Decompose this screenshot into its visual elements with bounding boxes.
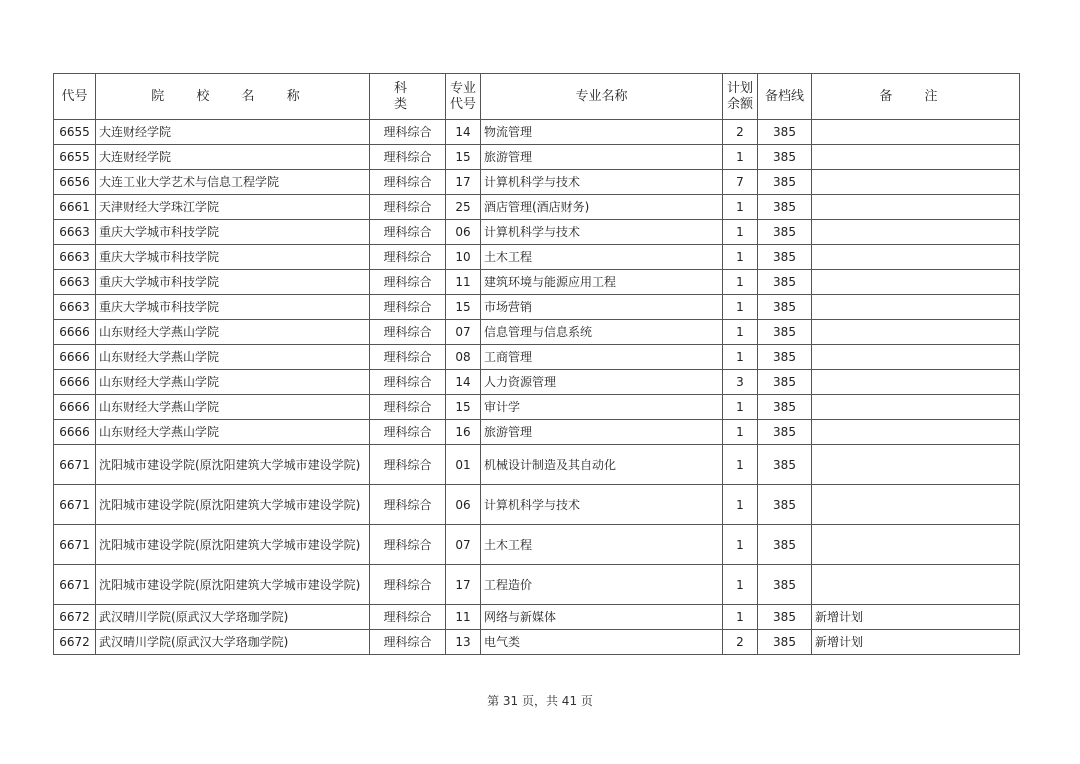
cell-major-code: 16 bbox=[446, 420, 481, 445]
cell-subject: 理科综合 bbox=[370, 395, 446, 420]
cell-major-code: 01 bbox=[446, 445, 481, 485]
cell-line: 385 bbox=[758, 120, 812, 145]
cell-quota: 1 bbox=[723, 420, 758, 445]
table-row bbox=[54, 120, 1020, 145]
cell-code: 6671 bbox=[54, 565, 96, 605]
table-row bbox=[54, 485, 1020, 525]
cell-major: 计算机科学与技术 bbox=[481, 170, 723, 195]
table-row bbox=[54, 605, 1020, 630]
cell-school: 重庆大学城市科技学院 bbox=[96, 295, 370, 320]
cell-note bbox=[812, 370, 1020, 395]
table-row bbox=[54, 395, 1020, 420]
cell-note bbox=[812, 120, 1020, 145]
cell-school: 重庆大学城市科技学院 bbox=[96, 220, 370, 245]
cell-major: 旅游管理 bbox=[481, 420, 723, 445]
cell-code: 6672 bbox=[54, 630, 96, 655]
cell-note bbox=[812, 320, 1020, 345]
cell-quota: 1 bbox=[723, 565, 758, 605]
header-quota bbox=[723, 74, 758, 120]
cell-major-code: 10 bbox=[446, 245, 481, 270]
table-row bbox=[54, 420, 1020, 445]
cell-major: 电气类 bbox=[481, 630, 723, 655]
cell-code: 6666 bbox=[54, 345, 96, 370]
cell-code: 6663 bbox=[54, 220, 96, 245]
cell-line: 385 bbox=[758, 445, 812, 485]
cell-subject: 理科综合 bbox=[370, 525, 446, 565]
cell-note bbox=[812, 195, 1020, 220]
cell-quota: 2 bbox=[723, 120, 758, 145]
cell-code: 6672 bbox=[54, 605, 96, 630]
cell-school: 天津财经大学珠江学院 bbox=[96, 195, 370, 220]
cell-quota: 7 bbox=[723, 170, 758, 195]
table-row bbox=[54, 195, 1020, 220]
cell-line: 385 bbox=[758, 630, 812, 655]
header-quota-l1: 计划 bbox=[726, 80, 753, 96]
cell-code: 6663 bbox=[54, 245, 96, 270]
cell-school: 重庆大学城市科技学院 bbox=[96, 245, 370, 270]
cell-subject: 理科综合 bbox=[370, 220, 446, 245]
cell-subject: 理科综合 bbox=[370, 420, 446, 445]
cell-quota: 1 bbox=[723, 245, 758, 270]
cell-note bbox=[812, 145, 1020, 170]
cell-school: 山东财经大学燕山学院 bbox=[96, 370, 370, 395]
cell-quota: 1 bbox=[723, 345, 758, 370]
cell-note bbox=[812, 395, 1020, 420]
cell-line: 385 bbox=[758, 605, 812, 630]
cell-school: 山东财经大学燕山学院 bbox=[96, 420, 370, 445]
cell-school: 大连工业大学艺术与信息工程学院 bbox=[96, 170, 370, 195]
table-row bbox=[54, 220, 1020, 245]
cell-subject: 理科综合 bbox=[370, 565, 446, 605]
cell-major-code: 15 bbox=[446, 145, 481, 170]
page-footer: 第 31 页，共 41 页 bbox=[487, 694, 593, 708]
cell-major-code: 11 bbox=[446, 605, 481, 630]
cell-subject: 理科综合 bbox=[370, 145, 446, 170]
cell-major-code: 17 bbox=[446, 565, 481, 605]
cell-subject: 理科综合 bbox=[370, 485, 446, 525]
cell-major-code: 15 bbox=[446, 295, 481, 320]
cell-major: 计算机科学与技术 bbox=[481, 485, 723, 525]
cell-subject: 理科综合 bbox=[370, 245, 446, 270]
cell-note bbox=[812, 170, 1020, 195]
table-row bbox=[54, 565, 1020, 605]
cell-major: 审计学 bbox=[481, 395, 723, 420]
cell-major: 物流管理 bbox=[481, 120, 723, 145]
cell-quota: 1 bbox=[723, 145, 758, 170]
cell-subject: 理科综合 bbox=[370, 370, 446, 395]
cell-school: 沈阳城市建设学院(原沈阳建筑大学城市建设学院) bbox=[96, 525, 370, 565]
cell-major: 酒店管理(酒店财务) bbox=[481, 195, 723, 220]
cell-note bbox=[812, 345, 1020, 370]
table-row bbox=[54, 630, 1020, 655]
cell-note: 新增计划 bbox=[812, 605, 1020, 630]
cell-major-code: 08 bbox=[446, 345, 481, 370]
cell-major-code: 06 bbox=[446, 485, 481, 525]
cell-subject: 理科综合 bbox=[370, 195, 446, 220]
cell-line: 385 bbox=[758, 565, 812, 605]
cell-quota: 1 bbox=[723, 445, 758, 485]
cell-note bbox=[812, 445, 1020, 485]
cell-line: 385 bbox=[758, 345, 812, 370]
table-row bbox=[54, 145, 1020, 170]
cell-line: 385 bbox=[758, 525, 812, 565]
cell-line: 385 bbox=[758, 145, 812, 170]
cell-major-code: 14 bbox=[446, 370, 481, 395]
cell-school: 山东财经大学燕山学院 bbox=[96, 320, 370, 345]
cell-note bbox=[812, 565, 1020, 605]
cell-note bbox=[812, 485, 1020, 525]
header-quota-l2: 余额 bbox=[726, 96, 753, 112]
cell-school: 山东财经大学燕山学院 bbox=[96, 345, 370, 370]
cell-school: 沈阳城市建设学院(原沈阳建筑大学城市建设学院) bbox=[96, 445, 370, 485]
cell-code: 6671 bbox=[54, 445, 96, 485]
cell-code: 6666 bbox=[54, 395, 96, 420]
cell-quota: 1 bbox=[723, 195, 758, 220]
header-major-code-l2: 代号 bbox=[449, 96, 476, 112]
cell-major-code: 25 bbox=[446, 195, 481, 220]
cell-line: 385 bbox=[758, 220, 812, 245]
table-row bbox=[54, 320, 1020, 345]
cell-code: 6666 bbox=[54, 320, 96, 345]
cell-code: 6663 bbox=[54, 295, 96, 320]
cell-line: 385 bbox=[758, 195, 812, 220]
cell-subject: 理科综合 bbox=[370, 605, 446, 630]
cell-major: 机械设计制造及其自动化 bbox=[481, 445, 723, 485]
header-row bbox=[54, 74, 1020, 120]
cell-subject: 理科综合 bbox=[370, 345, 446, 370]
cell-line: 385 bbox=[758, 320, 812, 345]
cell-school: 沈阳城市建设学院(原沈阳建筑大学城市建设学院) bbox=[96, 565, 370, 605]
cell-note bbox=[812, 525, 1020, 565]
cell-major-code: 07 bbox=[446, 320, 481, 345]
table-row bbox=[54, 345, 1020, 370]
header-major-code-l1: 专业 bbox=[449, 80, 476, 96]
admission-plan-table bbox=[53, 73, 1020, 655]
cell-subject: 理科综合 bbox=[370, 170, 446, 195]
cell-subject: 理科综合 bbox=[370, 120, 446, 145]
table-row bbox=[54, 295, 1020, 320]
cell-major: 土木工程 bbox=[481, 525, 723, 565]
cell-subject: 理科综合 bbox=[370, 320, 446, 345]
cell-note bbox=[812, 245, 1020, 270]
cell-major: 土木工程 bbox=[481, 245, 723, 270]
cell-quota: 1 bbox=[723, 270, 758, 295]
cell-major: 建筑环境与能源应用工程 bbox=[481, 270, 723, 295]
cell-code: 6671 bbox=[54, 525, 96, 565]
cell-quota: 1 bbox=[723, 220, 758, 245]
cell-school: 大连财经学院 bbox=[96, 120, 370, 145]
cell-note bbox=[812, 270, 1020, 295]
table-row bbox=[54, 170, 1020, 195]
table-row bbox=[54, 370, 1020, 395]
cell-subject: 理科综合 bbox=[370, 630, 446, 655]
table-row bbox=[54, 525, 1020, 565]
header-note: 备 注 bbox=[812, 74, 1020, 120]
cell-major-code: 07 bbox=[446, 525, 481, 565]
cell-code: 6666 bbox=[54, 420, 96, 445]
cell-school: 大连财经学院 bbox=[96, 145, 370, 170]
cell-major: 工程造价 bbox=[481, 565, 723, 605]
cell-quota: 1 bbox=[723, 295, 758, 320]
cell-school: 武汉晴川学院(原武汉大学珞珈学院) bbox=[96, 605, 370, 630]
cell-school: 武汉晴川学院(原武汉大学珞珈学院) bbox=[96, 630, 370, 655]
table-row bbox=[54, 445, 1020, 485]
cell-note: 新增计划 bbox=[812, 630, 1020, 655]
cell-line: 385 bbox=[758, 395, 812, 420]
cell-major: 市场营销 bbox=[481, 295, 723, 320]
cell-quota: 1 bbox=[723, 485, 758, 525]
cell-line: 385 bbox=[758, 370, 812, 395]
cell-subject: 理科综合 bbox=[370, 445, 446, 485]
cell-major: 工商管理 bbox=[481, 345, 723, 370]
cell-school: 重庆大学城市科技学院 bbox=[96, 270, 370, 295]
table-row bbox=[54, 270, 1020, 295]
cell-major: 计算机科学与技术 bbox=[481, 220, 723, 245]
cell-major-code: 15 bbox=[446, 395, 481, 420]
cell-quota: 2 bbox=[723, 630, 758, 655]
table-row bbox=[54, 245, 1020, 270]
cell-quota: 1 bbox=[723, 605, 758, 630]
cell-major: 旅游管理 bbox=[481, 145, 723, 170]
cell-line: 385 bbox=[758, 295, 812, 320]
cell-code: 6656 bbox=[54, 170, 96, 195]
cell-note bbox=[812, 220, 1020, 245]
cell-line: 385 bbox=[758, 270, 812, 295]
cell-note bbox=[812, 295, 1020, 320]
header-code: 代号 bbox=[54, 74, 96, 120]
cell-code: 6655 bbox=[54, 145, 96, 170]
cell-quota: 3 bbox=[723, 370, 758, 395]
cell-school: 山东财经大学燕山学院 bbox=[96, 395, 370, 420]
cell-line: 385 bbox=[758, 245, 812, 270]
header-school: 院 校 名 称 bbox=[96, 74, 370, 120]
cell-code: 6671 bbox=[54, 485, 96, 525]
cell-line: 385 bbox=[758, 485, 812, 525]
cell-major-code: 13 bbox=[446, 630, 481, 655]
cell-code: 6666 bbox=[54, 370, 96, 395]
cell-major-code: 11 bbox=[446, 270, 481, 295]
cell-quota: 1 bbox=[723, 525, 758, 565]
cell-subject: 理科综合 bbox=[370, 270, 446, 295]
cell-line: 385 bbox=[758, 170, 812, 195]
header-line: 备档线 bbox=[758, 74, 812, 120]
cell-major: 网络与新媒体 bbox=[481, 605, 723, 630]
cell-quota: 1 bbox=[723, 395, 758, 420]
cell-code: 6655 bbox=[54, 120, 96, 145]
cell-major: 人力资源管理 bbox=[481, 370, 723, 395]
cell-major-code: 17 bbox=[446, 170, 481, 195]
header-subject: 科 类 bbox=[370, 74, 446, 120]
cell-school: 沈阳城市建设学院(原沈阳建筑大学城市建设学院) bbox=[96, 485, 370, 525]
header-major-code bbox=[446, 74, 481, 120]
cell-major: 信息管理与信息系统 bbox=[481, 320, 723, 345]
cell-code: 6663 bbox=[54, 270, 96, 295]
cell-code: 6661 bbox=[54, 195, 96, 220]
cell-major-code: 14 bbox=[446, 120, 481, 145]
cell-subject: 理科综合 bbox=[370, 295, 446, 320]
cell-note bbox=[812, 420, 1020, 445]
cell-line: 385 bbox=[758, 420, 812, 445]
cell-major-code: 06 bbox=[446, 220, 481, 245]
header-major: 专业名称 bbox=[481, 74, 723, 120]
cell-quota: 1 bbox=[723, 320, 758, 345]
